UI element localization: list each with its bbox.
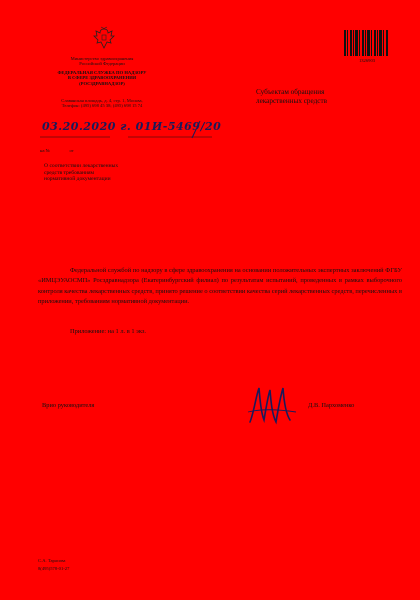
handwritten-date-number: 03.20.2020 г. 01И-5469/20 — [42, 120, 222, 133]
signature-icon — [246, 382, 298, 428]
service-line: (РОСЗДРАВНАДЗОР) — [79, 80, 125, 86]
ministry-line: Российской Федерации — [79, 61, 125, 67]
handwritten-registration — [40, 118, 222, 140]
service-name — [40, 70, 164, 86]
recipient-line: лекарственных средств — [256, 97, 327, 105]
subject-line: средств требованиям — [44, 169, 95, 176]
ministry-line: Министерство здравоохранения — [70, 56, 134, 61]
double-headed-eagle-emblem-icon — [92, 26, 116, 52]
executor-name: С.А. Тарасова — [38, 558, 66, 563]
attachment-note: Приложение: на 1 л. в 1 экз. — [70, 328, 146, 335]
service-line: ФЕДЕРАЛЬНАЯ СЛУЖБА ПО НАДЗОРУ — [57, 70, 147, 75]
barcode-icon — [344, 30, 388, 56]
signer-position: Врио руководителя — [42, 402, 95, 409]
recipient-block — [256, 88, 406, 106]
signer-name: Д.В. Пархоменко — [308, 402, 355, 409]
ministry-name — [42, 56, 162, 67]
recipient-line: Субъектам обращения — [256, 88, 325, 96]
executor-phone: 8(495)578-01-27 — [38, 566, 70, 571]
subject-line: нормативной документации — [44, 176, 111, 183]
barcode-number: 1326903 — [358, 58, 376, 63]
subject-line: О соответствии лекарственных — [44, 163, 119, 169]
subject-block — [44, 163, 144, 183]
body-paragraph: Федеральной службой по надзору в сфере здравоохранения на основании положительных экспертных заключений ФГБУ «ИМЦЭУАОСМП» Росздравнадзора (Екатеринбургский филиал) по результатам испытаний, проведенных в рамках выборочного контроля качества лекарственных средств, принято решение о соответствии качества серий лекарственных средств, перечисленных в приложении, требованиям нормативной документации. — [38, 267, 402, 306]
address-line: Славянская площадь, д. 4, стр. 1, Москва, — [61, 98, 143, 103]
reference-number-label: на № от — [40, 148, 74, 153]
service-line: В СФЕРЕ ЗДРАВООХРАНЕНИЯ — [67, 75, 137, 81]
address-block — [40, 98, 164, 109]
address-line: Телефон: (495) 698 45 38; (495) 698 15 74 — [61, 103, 143, 109]
